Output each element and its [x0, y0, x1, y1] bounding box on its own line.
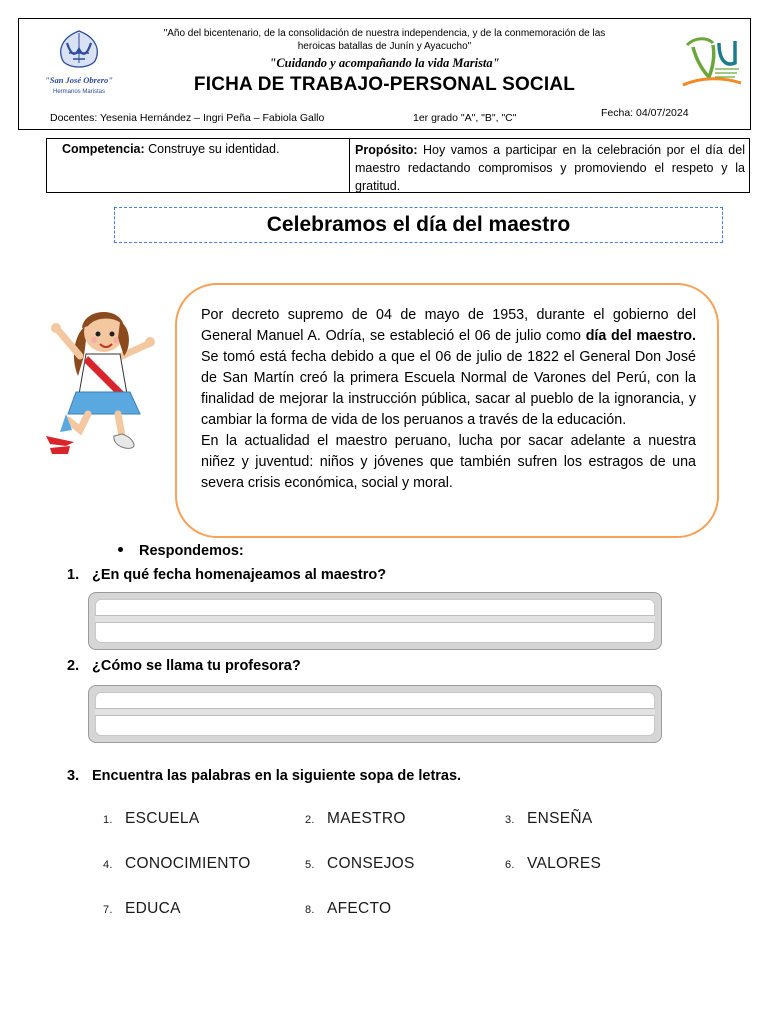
teachers-label: Docentes: Yesenia Hernández – Ingri Peña – Fabiola Gallo — [50, 112, 325, 124]
word-item — [505, 810, 593, 828]
word-text: ENSEÑA — [527, 810, 593, 827]
svg-text:Hermanos Maristas: Hermanos Maristas — [52, 89, 106, 95]
competence-text: Construye su identidad. — [144, 142, 280, 156]
info-p1-rest: Se tomó está fecha debido a que el 06 de julio de 1822 el General Don José de San Martín creó la primera Escuela Normal de Varones del Perú, con la finalidad de mejorar la instrucción pública, sacar al pueblo de la ignorancia, y cambiar la forma de vida de los peruanos a través de la educación. — [201, 349, 696, 428]
school-motto: "Cuidando y acompañando la vida Marista" — [269, 56, 500, 70]
question-text: Encuentra las palabras en la siguiente sopa de letras. — [92, 768, 462, 784]
table-divider — [349, 139, 350, 192]
word-text: MAESTRO — [327, 810, 406, 827]
bullet-icon — [118, 547, 123, 552]
purpose-label: Propósito: — [355, 143, 418, 157]
question-number: 3. — [67, 768, 80, 784]
motto-text — [19, 28, 750, 53]
word-text: VALORES — [527, 855, 602, 872]
question-2 — [67, 658, 301, 674]
worksheet-header — [18, 18, 751, 130]
lesson-title-box — [114, 207, 723, 243]
word-number: 4. — [103, 859, 113, 871]
question-text: ¿En qué fecha homenajeamos al maestro? — [92, 567, 387, 583]
word-item — [305, 810, 406, 828]
answer-field-2[interactable] — [88, 685, 662, 743]
word-item — [103, 810, 199, 828]
word-item — [103, 855, 251, 873]
info-paragraph-2: En la actualidad el maestro peruano, lucha por sacar adelante a nuestra niñez y juventud: niños y jóvenes que también sufren los estragos de una severa crisis económica, social y moral. — [201, 433, 696, 491]
word-text: AFECTO — [327, 900, 392, 917]
running-girl-illustration — [44, 296, 166, 460]
word-item — [103, 900, 181, 918]
word-item — [305, 855, 415, 873]
word-number: 7. — [103, 904, 113, 916]
writing-line — [95, 708, 655, 716]
motto-line-2: heroicas batallas de Junín y Ayacucho" — [297, 40, 472, 52]
svg-text:"San José Obrero": "San José Obrero" — [45, 75, 113, 85]
word-number: 1. — [103, 814, 113, 826]
word-number: 5. — [305, 859, 315, 871]
lesson-title: Celebramos el día del maestro — [266, 213, 571, 236]
word-number: 3. — [505, 814, 515, 826]
info-p1-text: Por decreto supremo de 04 de mayo de 1953, durante el gobierno del General Manuel A. Odría, se estableció el 06 de julio como — [201, 307, 696, 344]
word-number: 8. — [305, 904, 315, 916]
info-text — [201, 305, 696, 494]
word-text: CONOCIMIENTO — [125, 855, 251, 872]
question-1 — [67, 567, 386, 583]
competence-table — [46, 138, 750, 193]
question-number: 1. — [67, 567, 80, 583]
question-text: ¿Cómo se llama tu profesora? — [92, 658, 301, 674]
word-item — [505, 855, 601, 873]
info-box — [175, 283, 719, 538]
answer-field-1[interactable] — [88, 592, 662, 650]
word-text: EDUCA — [125, 900, 181, 917]
word-text: CONSEJOS — [327, 855, 415, 872]
word-text: ESCUELA — [125, 810, 200, 827]
word-item — [305, 900, 391, 918]
writing-line — [95, 615, 655, 623]
purpose-cell — [355, 141, 745, 195]
word-number: 2. — [305, 814, 315, 826]
question-number: 2. — [67, 658, 80, 674]
purpose-text: Hoy vamos a participar en la celebración por el día del maestro redactando compromisos y promoviendo el respeto y la gratitud. — [355, 143, 745, 193]
motto-line-1: "Año del bicentenario, de la consolidación de nuestra independencia, y de la conmemoración de las — [163, 28, 606, 39]
info-paragraph-1 — [201, 305, 696, 431]
date-label: Fecha: 04/07/2024 — [601, 107, 689, 119]
question-3 — [67, 768, 461, 784]
respondemos-label: Respondemos: — [139, 543, 244, 559]
competence-cell — [62, 142, 279, 156]
grade-label: 1er grado "A", "B", "C" — [413, 112, 517, 124]
respondemos-bullet — [118, 543, 244, 559]
word-number: 6. — [505, 859, 515, 871]
info-p1-bold: día del maestro. — [585, 328, 696, 344]
worksheet-title: FICHA DE TRABAJO-PERSONAL SOCIAL — [193, 74, 576, 95]
competence-label: Competencia: — [62, 142, 145, 156]
